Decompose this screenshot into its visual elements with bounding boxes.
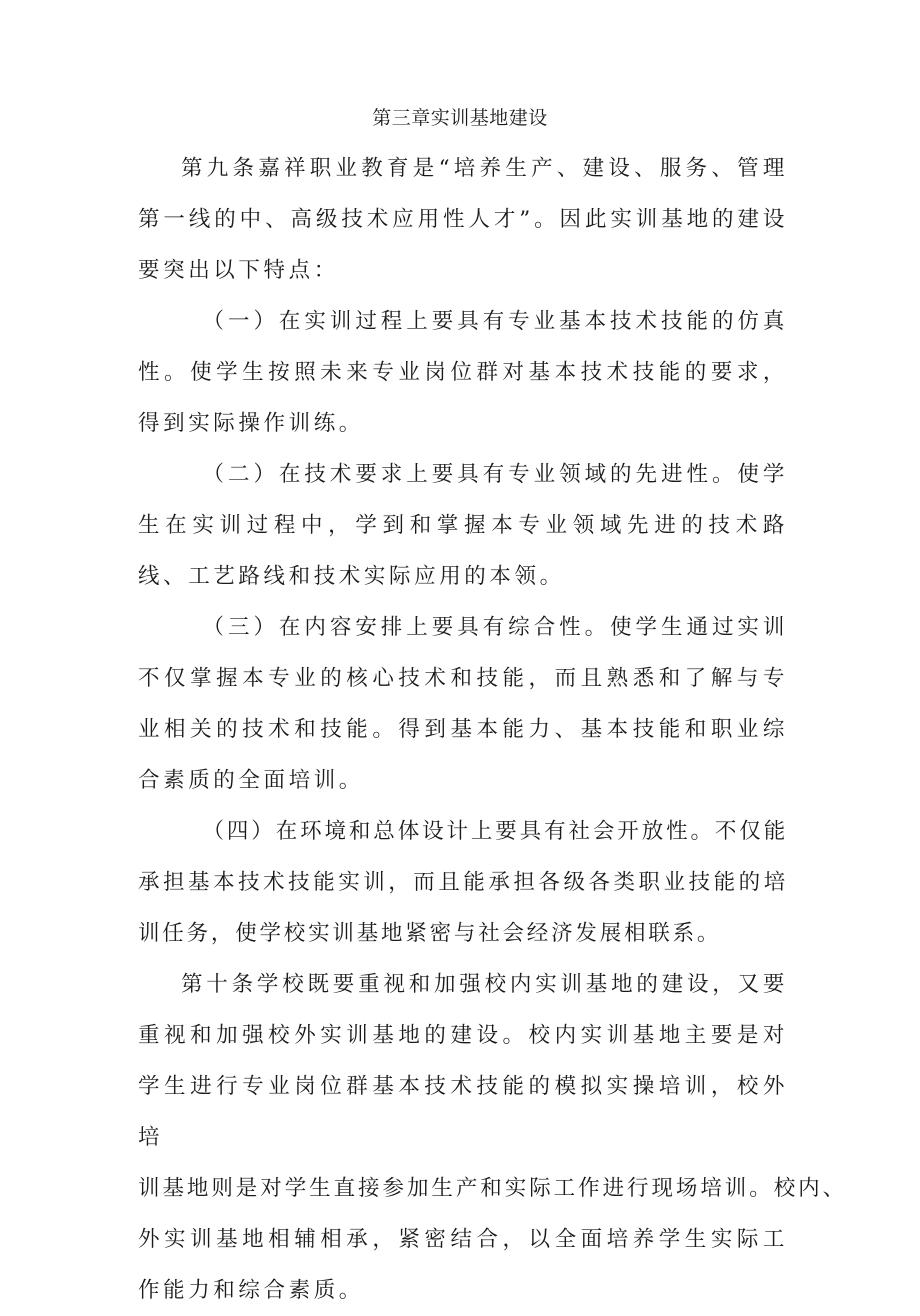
document-body xyxy=(138,143,848,1316)
paragraph-article-10-part1: 第十条学校既要重视和加强校内实训基地的建设，又要重视和加强校外实训基地的建设。校内实训基地主要是对学生进行专业岗位群基本技术技能的模拟实操培训，校外培 xyxy=(138,972,788,1150)
paragraph-article-10-overrun-line: 训基地则是对学生直接参加生产和实际工作进行现场培训。校内、 xyxy=(138,1176,848,1201)
paragraph-article-9: 第九条嘉祥职业教育是“培养生产、建设、服务、管理第一线的中、高级技术应用性人才”。因此实训基地的建设要突出以下特点： xyxy=(138,156,788,283)
paragraph-article-10-part2: 外实训基地相辅相承，紧密结合，以全面培养学生实际工作能力和综合素质。 xyxy=(138,1227,788,1303)
chapter-title: 第三章实训基地建设 xyxy=(372,107,548,129)
paragraph-item-3: （三）在内容安排上要具有综合性。使学生通过实训不仅掌握本专业的核心技术和技能，而且熟悉和了解与专业相关的技术和技能。得到基本能力、基本技能和职业综合素质的全面培训。 xyxy=(138,615,788,793)
paragraph-item-4: （四）在环境和总体设计上要具有社会开放性。不仅能承担基本技术技能实训，而且能承担各级各类职业技能的培训任务，使学校实训基地紧密与社会经济发展相联系。 xyxy=(138,819,788,946)
paragraph-item-1: （一）在实训过程上要具有专业基本技术技能的仿真性。使学生按照未来专业岗位群对基本技术技能的要求，得到实际操作训练。 xyxy=(138,309,788,436)
paragraph-item-2: （二）在技术要求上要具有专业领域的先进性。使学生在实训过程中，学到和掌握本专业领域先进的技术路线、工艺路线和技术实际应用的本领。 xyxy=(138,462,788,589)
